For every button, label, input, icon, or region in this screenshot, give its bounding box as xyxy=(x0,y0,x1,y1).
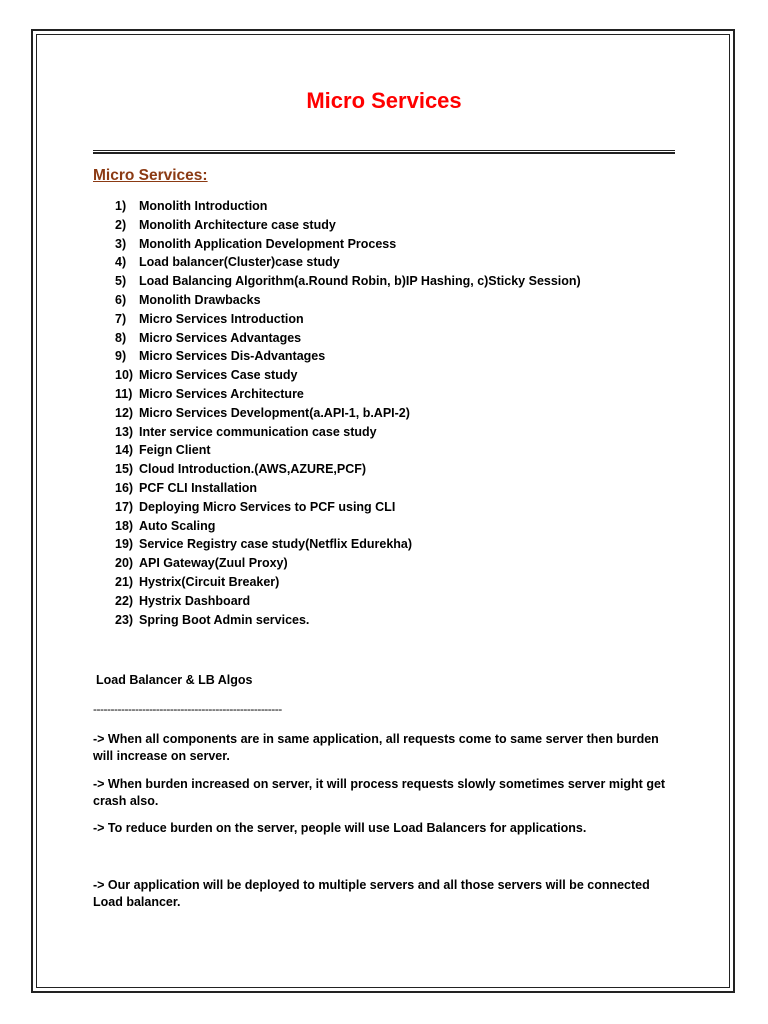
list-item xyxy=(115,535,581,554)
list-item-text: Inter service communication case study xyxy=(139,424,377,439)
list-item-text: Load Balancing Algorithm(a.Round Robin, b)IP Hashing, c)Sticky Session) xyxy=(139,274,581,289)
paragraph: -> When all components are in same application, all requests come to same server then burden will increase on server. xyxy=(93,732,659,763)
list-item-text: Cloud Introduction.(AWS,AZURE,PCF) xyxy=(139,462,367,477)
list-item-number: 2) xyxy=(115,217,127,232)
paragraph: -> When burden increased on server, it will process requests slowly sometimes server might get crash also. xyxy=(93,777,666,808)
list-item xyxy=(115,235,581,254)
list-item-number: 14) xyxy=(115,443,134,458)
list-item xyxy=(115,291,581,310)
list-item-number: 15) xyxy=(115,462,134,477)
list-item-number: 22) xyxy=(115,593,134,608)
list-item xyxy=(115,272,581,291)
list-item-text: Spring Boot Admin services. xyxy=(139,612,310,627)
list-item-text: Micro Services Dis-Advantages xyxy=(139,349,326,364)
paragraph: -> To reduce burden on the server, people will use Load Balancers for applications. xyxy=(93,821,587,835)
list-item xyxy=(115,366,581,385)
list-item-number: 8) xyxy=(115,330,127,345)
list-item xyxy=(115,517,581,536)
topic-list xyxy=(115,197,581,629)
list-item-text: Micro Services Case study xyxy=(139,368,298,383)
list-item-text: Hystrix Dashboard xyxy=(139,593,251,608)
list-item-text: Monolith Introduction xyxy=(139,199,268,213)
list-item-number: 23) xyxy=(115,612,134,627)
list-item xyxy=(115,592,581,611)
title-divider xyxy=(93,150,675,154)
page-title: Micro Services xyxy=(306,88,462,113)
list-item xyxy=(115,460,581,479)
list-item-number: 6) xyxy=(115,292,127,307)
list-item-number: 4) xyxy=(115,255,127,270)
list-item xyxy=(115,310,581,329)
dashed-divider: ------------------------------------------------------ xyxy=(93,702,282,716)
list-item xyxy=(115,216,581,235)
list-item-text: Service Registry case study(Netflix Edurekha) xyxy=(139,537,413,552)
list-item-number: 16) xyxy=(115,480,134,495)
list-item-number: 9) xyxy=(115,349,127,364)
list-item-text: Micro Services Introduction xyxy=(139,311,304,326)
list-item-text: Monolith Architecture case study xyxy=(139,217,336,232)
list-item-text: Load balancer(Cluster)case study xyxy=(139,255,340,270)
list-item xyxy=(115,441,581,460)
list-item-text: Micro Services Advantages xyxy=(139,330,302,345)
sub-heading: Load Balancer & LB Algos xyxy=(96,673,253,687)
list-item-text: Hystrix(Circuit Breaker) xyxy=(139,574,280,589)
list-item-text: PCF CLI Installation xyxy=(139,480,258,495)
list-item-number: 5) xyxy=(115,274,127,289)
list-item-number: 12) xyxy=(115,405,134,420)
list-item xyxy=(115,573,581,592)
list-item-text: Monolith Drawbacks xyxy=(139,292,261,307)
list-item xyxy=(115,197,581,216)
list-item-number: 18) xyxy=(115,518,134,533)
list-item-text: Micro Services Architecture xyxy=(139,386,304,401)
list-item-number: 13) xyxy=(115,424,134,439)
list-item xyxy=(115,329,581,348)
list-item xyxy=(115,479,581,498)
list-item-text: API Gateway(Zuul Proxy) xyxy=(139,556,288,571)
list-item-number: 10) xyxy=(115,368,134,383)
list-item xyxy=(115,404,581,423)
list-item-text: Monolith Application Development Process xyxy=(139,236,397,251)
list-item-number: 3) xyxy=(115,236,127,251)
paragraph: -> Our application will be deployed to multiple servers and all those servers will be connected Load balancer. xyxy=(93,878,650,909)
list-item xyxy=(115,611,581,630)
list-item-number: 11) xyxy=(115,386,133,401)
list-item xyxy=(115,423,581,442)
list-item-number: 21) xyxy=(115,574,134,589)
list-item-number: 17) xyxy=(115,499,134,514)
list-item-number: 20) xyxy=(115,556,134,571)
section-heading: Micro Services: xyxy=(93,167,208,184)
list-item-text: Deploying Micro Services to PCF using CLI xyxy=(139,499,396,514)
list-item-number: 1) xyxy=(115,199,127,213)
list-item-number: 19) xyxy=(115,537,134,552)
list-item-text: Micro Services Development(a.API-1, b.API-2) xyxy=(139,405,410,420)
list-item xyxy=(115,554,581,573)
list-item xyxy=(115,253,581,272)
list-item-text: Feign Client xyxy=(139,443,211,458)
list-item xyxy=(115,385,581,404)
list-item-number: 7) xyxy=(115,311,127,326)
list-item-text: Auto Scaling xyxy=(139,518,216,533)
list-item xyxy=(115,347,581,366)
list-item xyxy=(115,498,581,517)
